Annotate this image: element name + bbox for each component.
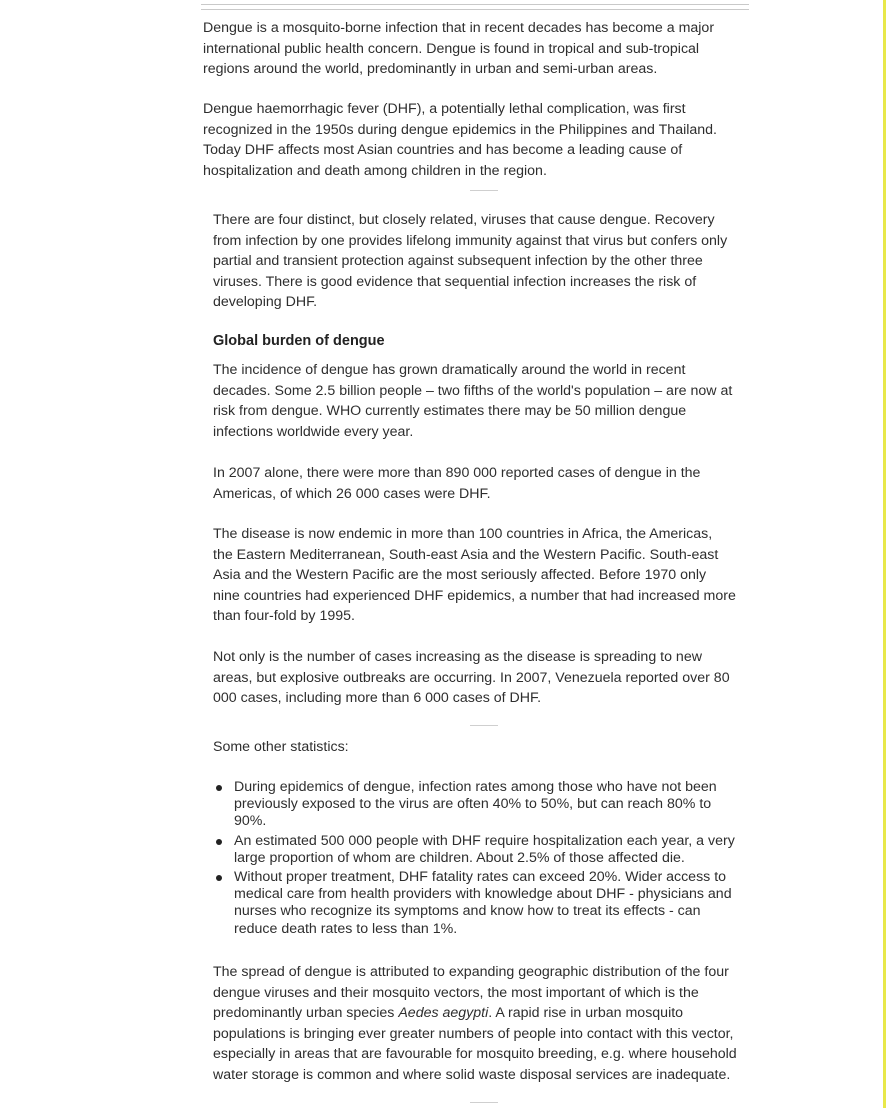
americas-paragraph bbox=[213, 463, 773, 504]
intro-p2-text: Dengue haemorrhagic fever (DHF), a potentially lethal complication, was first recognized in the 1950s during dengue epidemics in the Philippines and Thailand. Today DHF affects most Asian countries and has become a leading cause of hospitalization and death among children in the region. bbox=[203, 101, 717, 179]
endemic-paragraph bbox=[213, 524, 773, 627]
statistics-intro-text: Some other statistics: bbox=[213, 739, 349, 755]
page-separator bbox=[470, 725, 498, 726]
spread-text bbox=[213, 962, 778, 1085]
statistics-intro bbox=[213, 737, 773, 758]
intro-paragraph-1 bbox=[203, 18, 763, 80]
incidence-paragraph bbox=[213, 360, 773, 442]
top-rule-divider bbox=[201, 4, 749, 10]
incidence-text: The incidence of dengue has grown dramatically around the world in recent decades. Some 2.5 billion people – two fifths of the world's population – are now at risk from dengue. WHO currently estimates there may be 50 million dengue infections worldwide every year. bbox=[213, 362, 733, 440]
viruses-paragraph bbox=[213, 210, 773, 313]
spread-text-before: The spread of dengue is attributed to expanding geographic distribution of the four dengue viruses and their mosquito vectors, the most important of which is the predominantly urban species bbox=[213, 964, 729, 1021]
page-separator bbox=[470, 1102, 498, 1103]
list-item: Without proper treatment, DHF fatality rates can exceed 20%. Wider access to medical care from health providers with knowledge about DHF - physicians and nurses who recognize its symptoms and know how to treat its effects - can reduce death rates to less than 1%. bbox=[213, 869, 773, 938]
spread-text-after: . A rapid rise in urban mosquito populations is bringing ever greater numbers of people into contact with this vector, especially in areas that are favourable for mosquito breeding, e.g. where household water storage is common and where solid waste disposal services are inadequate. bbox=[213, 1005, 737, 1083]
intro-paragraph-2 bbox=[203, 99, 763, 181]
americas-text: In 2007 alone, there were more than 890 000 reported cases of dengue in the Americas, of which 26 000 cases were DHF. bbox=[213, 465, 701, 502]
list-item: During epidemics of dengue, infection rates among those who have not been previously exposed to the virus are often 40% to 50%, but can reach 80% to 90%. bbox=[213, 779, 773, 831]
viruses-text: There are four distinct, but closely related, viruses that cause dengue. Recovery from infection by one provides lifelong immunity against that virus but confers only partial and transient protection against subsequent infection by the other three viruses. There is good evidence that sequential infection increases the risk of developing DHF. bbox=[213, 212, 728, 310]
section-heading: Global burden of dengue bbox=[213, 333, 385, 349]
page-separator bbox=[470, 190, 498, 191]
statistics-list bbox=[213, 779, 773, 940]
endemic-text: The disease is now endemic in more than 100 countries in Africa, the Americas, the Eastern Mediterranean, South-east Asia and the Western Pacific. South-east Asia and the Western Pacific are the most seriously affected. Before 1970 only nine countries had experienced DHF epidemics, a number that had increased more than four-fold by 1995. bbox=[213, 526, 736, 624]
spread-paragraph bbox=[213, 962, 778, 1085]
outbreaks-text: Not only is the number of cases increasing as the disease is spreading to new areas, but explosive outbreaks are occurring. In 2007, Venezuela reported over 80 000 cases, including more than 6 000 cases of DHF. bbox=[213, 649, 730, 706]
intro-p1-text: Dengue is a mosquito-borne infection that in recent decades has become a major international public health concern. Dengue is found in tropical and sub-tropical regions around the world, predominantly in urban and semi-urban areas. bbox=[203, 20, 715, 77]
species-name: Aedes aegypti bbox=[398, 1005, 489, 1021]
outbreaks-paragraph bbox=[213, 647, 773, 709]
list-item: An estimated 500 000 people with DHF require hospitalization each year, a very large proportion of whom are children. About 2.5% of those affected die. bbox=[213, 833, 773, 867]
